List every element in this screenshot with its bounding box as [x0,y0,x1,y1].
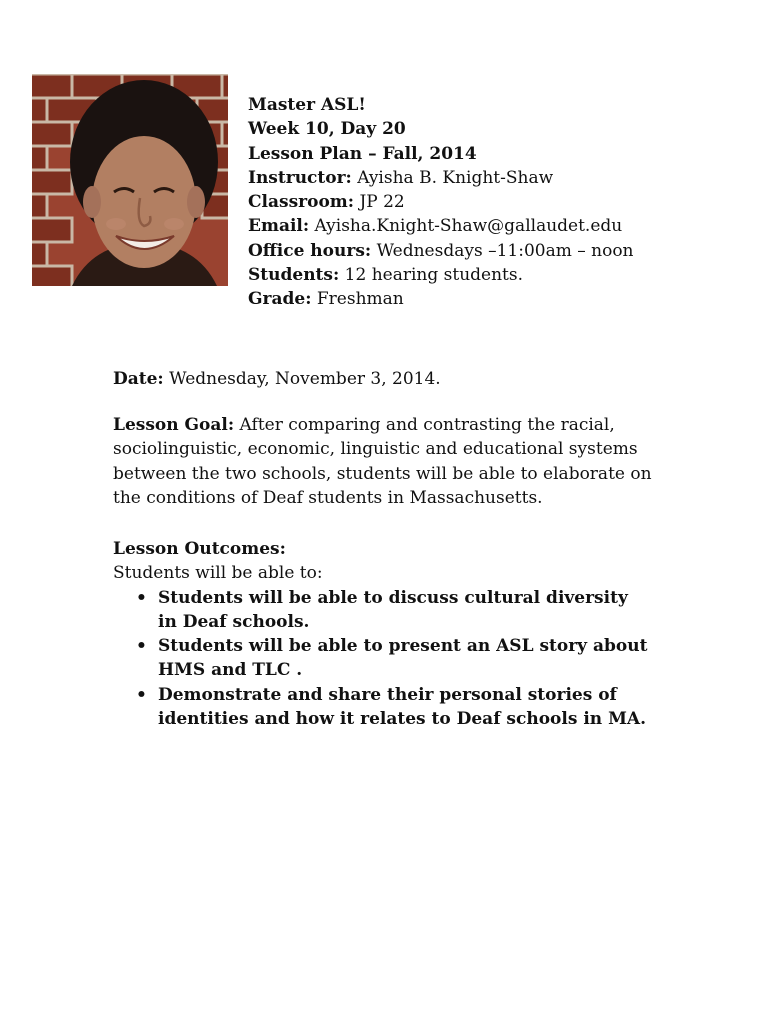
classroom-value: JP 22 [354,192,405,213]
grade-row [248,287,748,311]
course-title: Master ASL! [248,95,366,115]
bullet-icon: • [136,636,147,657]
bullet-icon: • [136,684,147,705]
students-row [248,263,748,287]
date-section [113,367,673,391]
outcomes-list [113,586,673,732]
office-hours-label: Office hours: [248,240,372,261]
instructor-row [248,166,748,190]
list-item [113,683,648,732]
date-value: Wednesday, November 3, 2014. [163,369,441,389]
course-header [248,93,748,312]
outcome-text: Students will be able to discuss cultural diversity in Deaf schools. [158,587,628,632]
classroom-label: Classroom: [248,192,355,213]
outcome-text: Demonstrate and share their personal stories of identities and how it relates to Deaf schools in MA. [158,684,646,730]
classroom-row [248,190,748,214]
lesson-goal-label: Lesson Goal: [113,415,235,435]
outcome-text: Students will be able to present an ASL story about HMS and TLC . [158,636,648,681]
list-item [113,586,648,635]
lesson-plan-term: Lesson Plan – Fall, 2014 [248,143,477,164]
office-hours-value: Wednesdays –11:00am – noon [371,240,634,261]
date-label: Date: [113,369,164,389]
students-label: Students: [248,265,340,286]
email-value: Ayisha.Knight-Shaw@gallaudet.edu [309,216,623,237]
email-row [248,214,748,238]
instructor-photo [32,74,228,286]
week-day: Week 10, Day 20 [248,119,406,140]
lesson-goal-text: After comparing and contrasting the racial, sociolinguistic, economic, linguistic and educational systems between the two schools, students will be able to elaborate on the conditions of Deaf students in Massachusetts. [113,415,652,508]
list-item [113,634,648,683]
lesson-outcomes-heading: Lesson Outcomes: [113,539,286,559]
grade-label: Grade: [248,289,312,310]
instructor-value: Ayisha B. Knight-Shaw [351,167,554,188]
lesson-outcomes-section [113,537,673,731]
instructor-label: Instructor: [248,167,352,188]
office-hours-row [248,239,748,263]
email-label: Email: [248,216,310,237]
bullet-icon: • [136,587,147,608]
students-value: 12 hearing students. [339,265,524,286]
lesson-goal-section [113,413,673,510]
grade-value: Freshman [311,289,404,310]
lesson-outcomes-intro: Students will be able to: [113,563,323,584]
